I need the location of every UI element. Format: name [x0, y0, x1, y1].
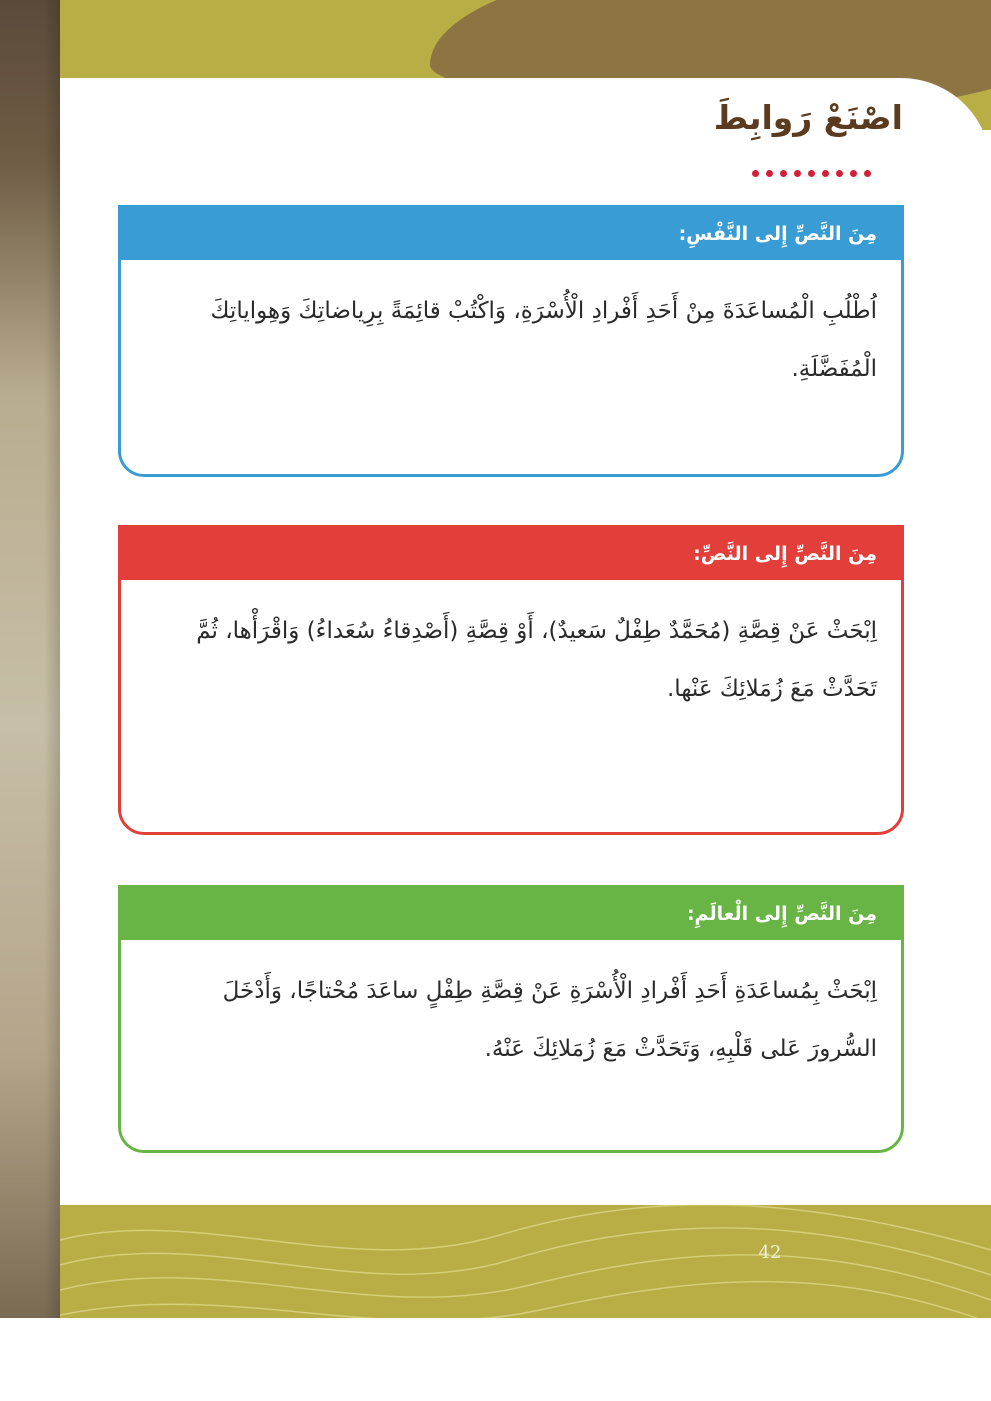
- underline-dot: [766, 170, 773, 177]
- bottom-decorative-band: [60, 1205, 991, 1330]
- underline-dot: [864, 170, 871, 177]
- title-dotted-underline: [752, 170, 871, 177]
- underline-dot: [850, 170, 857, 177]
- page-title: اصْنَعْ رَوابِطَ: [713, 98, 903, 137]
- activity-instructions: اِبْحَثْ بِمُساعَدَةِ أَحَدِ أَفْرادِ الْأُسْرَةِ عَنْ قِصَّةِ طِفْلٍ ساعَدَ مُحْتاجًا، وَأَدْخَلَ السُّرورَ عَلى قَلْبِهِ، وَتَحَدَّثْ مَعَ زُمَلائِكَ عَنْهُ.: [222, 978, 877, 1062]
- activity-instructions: اُطْلُبِ الْمُساعَدَةَ مِنْ أَحَدِ أَفْرادِ الْأُسْرَةِ، وَاكْتُبْ قائِمَةً بِرِياضاتِكَ وَهِواياتِكَ الْمُفَضَّلَةِ.: [210, 298, 877, 382]
- activity-heading: مِنَ النَّصِّ إِلى الْعالَمِ:: [121, 888, 901, 940]
- wave-lines-decoration: [60, 1205, 991, 1330]
- underline-dot: [822, 170, 829, 177]
- underline-dot: [752, 170, 759, 177]
- activity-box-text-to-text: [118, 525, 904, 835]
- underline-dot: [836, 170, 843, 177]
- activity-heading: مِنَ النَّصِّ إِلى النَّصِّ:: [121, 528, 901, 580]
- activity-heading: مِنَ النَّصِّ إِلى النَّفْسِ:: [121, 208, 901, 260]
- underline-dot: [780, 170, 787, 177]
- underline-dot: [794, 170, 801, 177]
- activity-instructions: اِبْحَثْ عَنْ قِصَّةِ (مُحَمَّدٌ طِفْلٌ سَعيدٌ)، أَوْ قِصَّةِ (أَصْدِقاءُ سُعَداءُ) وَاقْرَأْها، ثُمَّ تَحَدَّثْ مَعَ زُمَلائِكَ عَنْها.: [196, 618, 877, 702]
- underline-dot: [808, 170, 815, 177]
- activity-box-text-to-world: [118, 885, 904, 1153]
- page-bottom-margin: [0, 1318, 991, 1401]
- page-number: 42: [758, 1242, 782, 1263]
- activity-box-text-to-self: [118, 205, 904, 477]
